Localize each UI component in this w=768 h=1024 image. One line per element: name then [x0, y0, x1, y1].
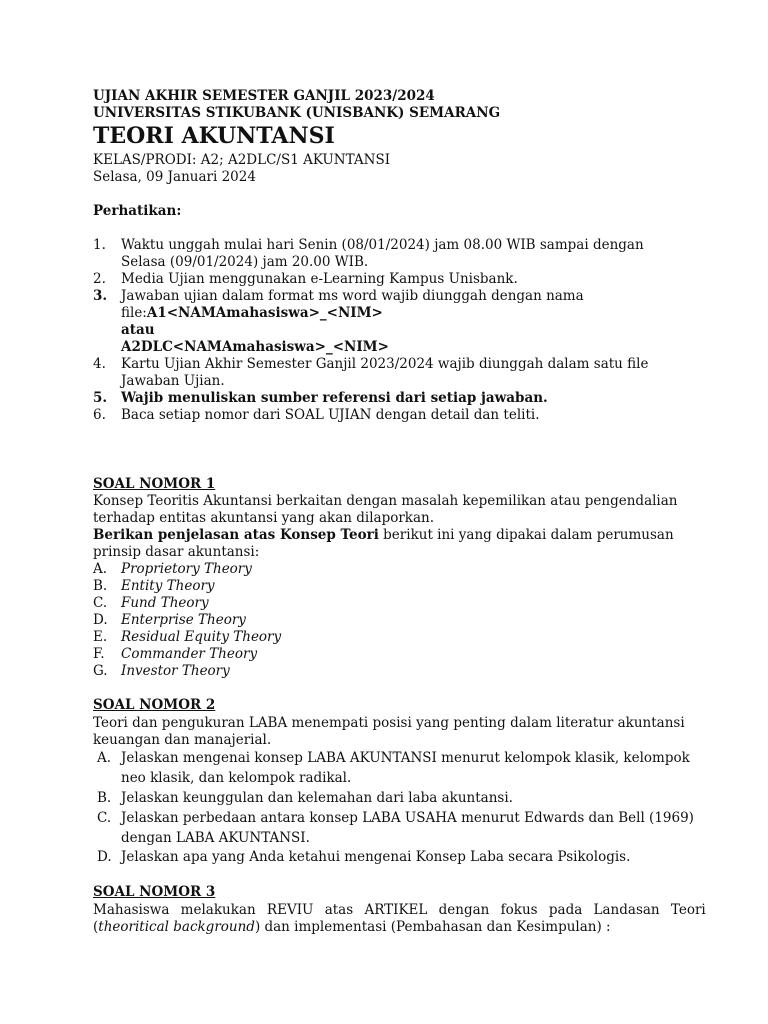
- item-letter: C.: [93, 595, 108, 611]
- soal-1-paragraph: prinsip dasar akuntansi:: [93, 544, 260, 560]
- soal-1-paragraph: terhadap entitas akuntansi yang akan dilaporkan.: [93, 510, 435, 526]
- course-title: TEORI AKUNTANSI: [93, 123, 335, 149]
- theory-name: Investor Theory: [121, 663, 230, 679]
- instruction-item: [93, 271, 680, 288]
- file-prefix: file:: [121, 305, 147, 321]
- class-info: KELAS/PRODI: A2; A2DLC/S1 AKUNTANSI: [93, 152, 391, 168]
- soal-2-paragraph: keuangan dan manajerial.: [93, 732, 272, 748]
- theory-item: [93, 578, 680, 595]
- soal-1-paragraph: Konsep Teoritis Akuntansi berkaitan dengan masalah kepemilikan atau pengendalian: [93, 493, 678, 509]
- instruction-item: [93, 237, 680, 271]
- file-name-format-a2dlc: A2DLC<NAMAmahasiswa>_<NIM>: [121, 339, 389, 355]
- theory-name: Residual Equity Theory: [121, 629, 282, 645]
- theory-name: Enterprise Theory: [121, 612, 246, 628]
- question-line: Jelaskan apa yang Anda ketahui mengenai Konsep Laba secara Psikologis.: [121, 849, 631, 865]
- theory-name: Entity Theory: [121, 578, 215, 594]
- question-item: [93, 790, 680, 810]
- theory-name: Proprietory Theory: [121, 561, 252, 577]
- theory-name: Fund Theory: [121, 595, 209, 611]
- instruction-bold: Berikan penjelasan atas Konsep Teori: [93, 527, 379, 543]
- exam-header-line2: UNIVERSITAS STIKUBANK (UNISBANK) SEMARANG: [93, 105, 501, 121]
- item-letter: G.: [93, 663, 108, 679]
- paren-open: (: [93, 919, 99, 935]
- atau-text: atau: [121, 322, 155, 338]
- item-line: Kartu Ujian Akhir Semester Ganjil 2023/2024 wajib diunggah dalam satu file: [121, 356, 649, 372]
- theory-item: [93, 646, 680, 663]
- soal-1-instruction: [93, 527, 680, 544]
- question-line: Jelaskan perbedaan antara konsep LABA USAHA menurut Edwards dan Bell (1969): [121, 810, 694, 826]
- soal-3-heading: SOAL NOMOR 3: [93, 884, 216, 900]
- file-name-line-1: [121, 305, 383, 322]
- item-letter: A.: [97, 750, 112, 766]
- item-number: 3.: [93, 288, 108, 304]
- item-letter: D.: [97, 849, 112, 865]
- perhatikan-heading: Perhatikan:: [93, 203, 182, 219]
- item-line: Media Ujian menggunakan e-Learning Kampus Unisbank.: [121, 271, 518, 287]
- question-item: [93, 849, 680, 869]
- question-line: dengan LABA AKUNTANSI.: [121, 830, 310, 846]
- item-line: Jawaban ujian dalam format ms word wajib diunggah dengan nama: [121, 288, 584, 304]
- item-letter: A.: [93, 561, 108, 577]
- question-item: [93, 750, 690, 790]
- soal-2-heading: SOAL NOMOR 2: [93, 697, 216, 713]
- exam-date: Selasa, 09 Januari 2024: [93, 169, 256, 185]
- item-number: 5.: [93, 390, 108, 406]
- theory-item: [93, 629, 680, 646]
- instruction-item: [93, 288, 680, 356]
- question-line: Jelaskan keunggulan dan kelemahan dari laba akuntansi.: [121, 790, 513, 806]
- paragraph-rest: ) dan implementasi (Pembahasan dan Kesimpulan) :: [254, 919, 611, 935]
- question-line: neo klasik, dan kelompok radikal.: [121, 770, 352, 786]
- item-letter: D.: [93, 612, 108, 628]
- soal-2-paragraph: Teori dan pengukuran LABA menempati posisi yang penting dalam literatur akuntansi: [93, 715, 685, 731]
- item-line: Baca setiap nomor dari SOAL UJIAN dengan detail dan teliti.: [121, 407, 540, 423]
- question-line: Jelaskan mengenai konsep LABA AKUNTANSI menurut kelompok klasik, kelompok: [121, 750, 690, 766]
- item-letter: C.: [97, 810, 112, 826]
- italic-term: theoritical background: [98, 919, 255, 935]
- exam-header-line1: UJIAN AKHIR SEMESTER GANJIL 2023/2024: [93, 88, 435, 104]
- theory-name: Commander Theory: [121, 646, 258, 662]
- item-line: Wajib menuliskan sumber referensi dari setiap jawaban.: [121, 390, 548, 406]
- soal-3-paragraph: Mahasiswa melakukan REVIU atas ARTIKEL dengan fokus pada Landasan Teori: [93, 902, 706, 918]
- instruction-item: [93, 407, 680, 424]
- theory-item: [93, 595, 680, 612]
- item-number: 6.: [93, 407, 106, 423]
- theory-item: [93, 612, 680, 629]
- item-line: Selasa (09/01/2024) jam 20.00 WIB.: [121, 254, 369, 270]
- file-name-format-a1: A1<NAMAmahasiswa>_<NIM>: [146, 305, 383, 321]
- instruction-item: [93, 390, 680, 407]
- instruction-rest: berikut ini yang dipakai dalam perumusan: [378, 527, 674, 543]
- soal-3-paragraph: [93, 919, 680, 936]
- item-number: 1.: [93, 237, 106, 253]
- item-line: Jawaban Ujian.: [121, 373, 225, 389]
- item-letter: E.: [93, 629, 108, 645]
- item-number: 2.: [93, 271, 106, 287]
- item-line: Waktu unggah mulai hari Senin (08/01/2024) jam 08.00 WIB sampai dengan: [121, 237, 644, 253]
- item-letter: F.: [93, 646, 105, 662]
- item-number: 4.: [93, 356, 106, 372]
- theory-item: [93, 663, 680, 680]
- soal-1-heading: SOAL NOMOR 1: [93, 476, 216, 492]
- theory-item: [93, 561, 680, 578]
- item-letter: B.: [97, 790, 112, 806]
- question-item: [93, 810, 694, 850]
- item-letter: B.: [93, 578, 108, 594]
- instruction-item: [93, 356, 680, 390]
